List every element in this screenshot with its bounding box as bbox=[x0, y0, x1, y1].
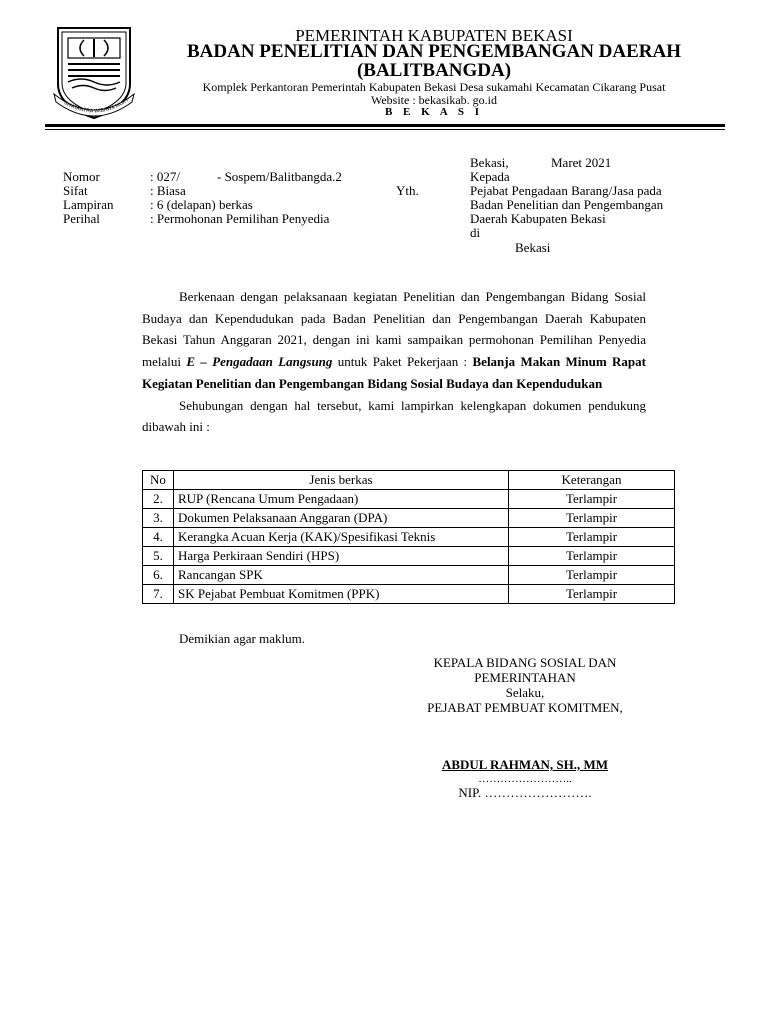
table-row bbox=[143, 509, 675, 528]
col-header-no: No bbox=[143, 471, 174, 490]
cell-keterangan: Terlampir bbox=[509, 547, 675, 566]
nomor-suffix: - Sospem/Balitbangda.2 bbox=[217, 169, 342, 184]
recipient-line-2: Badan Penelitian dan Pengembangan bbox=[470, 197, 664, 212]
nomor-label: Nomor bbox=[63, 169, 100, 184]
perihal-value: : Permohonan Pemilihan Penyedia bbox=[150, 211, 330, 226]
cell-jenis: Rancangan SPK bbox=[174, 566, 509, 585]
table-row bbox=[143, 566, 675, 585]
paragraph-1-intro: Berkenaan dengan pelaksanaan kegiatan Penelitian dan Pengembangan Bidang Sosial Budaya dan Kependudukan pada Badan Penelitian dan Pengembangan Daerah Kabupaten Bekasi Tahun Anggaran 2021, dengan ini kami sampaikan permohonan Pemilihan Penyedia melalui bbox=[142, 289, 646, 370]
closing-text: Demikian agar maklum. bbox=[179, 631, 305, 646]
col-header-jenis: Jenis berkas bbox=[174, 471, 509, 490]
nomor-value: : 027/ bbox=[150, 169, 180, 184]
signatory-title-2: PEMERINTAHAN bbox=[474, 670, 576, 685]
cell-no: 3. bbox=[143, 509, 174, 528]
table-row bbox=[143, 528, 675, 547]
header-agency-abbr: (BALITBANGDA) bbox=[356, 60, 512, 81]
sifat-value: : Biasa bbox=[150, 183, 186, 198]
header-agency: BADAN PENELITIAN DAN PENGEMBANGAN DAERAH bbox=[186, 41, 682, 62]
cell-no: 6. bbox=[143, 566, 174, 585]
cell-keterangan: Terlampir bbox=[509, 528, 675, 547]
recipient-city: Bekasi bbox=[515, 240, 551, 255]
signatory-title-1: KEPALA BIDANG SOSIAL DAN bbox=[433, 655, 617, 670]
signatory-dots: …………………….. bbox=[478, 773, 572, 785]
cell-no: 2. bbox=[143, 490, 174, 509]
recipient-di: di bbox=[470, 225, 481, 240]
perihal-label: Perihal bbox=[63, 211, 100, 226]
cell-no: 4. bbox=[143, 528, 174, 547]
signatory-title-3: PEJABAT PEMBUAT KOMITMEN, bbox=[427, 700, 623, 715]
cell-jenis: Kerangka Acuan Kerja (KAK)/Spesifikasi Teknis bbox=[174, 528, 509, 547]
cell-jenis: Dokumen Pelaksanaan Anggaran (DPA) bbox=[174, 509, 509, 528]
paragraph-1 bbox=[142, 286, 646, 395]
header-address: Komplek Perkantoran Pemerintah Kabupaten Bekasi Desa sukamahi Kecamatan Cikarang Pusat bbox=[202, 80, 666, 94]
procurement-method: E – Pengadaan Langsung bbox=[186, 354, 333, 370]
lampiran-value: : 6 (delapan) berkas bbox=[150, 197, 253, 212]
package-name: Belanja Makan Minum Rapat Kegiatan Penelitian dan Pengembangan Bidang Sosial Budaya dan Kependudukan bbox=[142, 354, 646, 391]
cell-no: 5. bbox=[143, 547, 174, 566]
table-header-row bbox=[143, 471, 675, 490]
sifat-label: Sifat bbox=[63, 183, 88, 198]
header-rule-thick bbox=[45, 124, 725, 127]
bekasi-emblem-logo bbox=[50, 22, 138, 122]
cell-keterangan: Terlampir bbox=[509, 585, 675, 604]
paragraph-1-mid: untuk Paket Pekerjaan : bbox=[332, 354, 473, 370]
header-rule-thin bbox=[45, 129, 725, 130]
cell-jenis: Harga Perkiraan Sendiri (HPS) bbox=[174, 547, 509, 566]
cell-no: 7. bbox=[143, 585, 174, 604]
table-row bbox=[143, 547, 675, 566]
recipient-line-1: Pejabat Pengadaan Barang/Jasa pada bbox=[470, 183, 662, 198]
signatory-selaku: Selaku, bbox=[505, 685, 545, 700]
cell-keterangan: Terlampir bbox=[509, 566, 675, 585]
letter-body bbox=[142, 286, 646, 438]
emblem-motto: SWATANTRA WIBAWA MUKT bbox=[62, 97, 131, 115]
header-city: B E K A S I bbox=[384, 106, 484, 118]
lampiran-label: Lampiran bbox=[63, 197, 114, 212]
recipient-line-3: Daerah Kabupaten Bekasi bbox=[470, 211, 606, 226]
kepada-label: Kepada bbox=[470, 169, 510, 184]
cell-keterangan: Terlampir bbox=[509, 490, 675, 509]
signatory-name: ABDUL RAHMAN, SH., MM bbox=[441, 757, 609, 772]
cell-keterangan: Terlampir bbox=[509, 509, 675, 528]
cell-jenis: RUP (Rencana Umum Pengadaan) bbox=[174, 490, 509, 509]
header-government: PEMERINTAH KABUPATEN BEKASI bbox=[295, 26, 573, 45]
table-row bbox=[143, 585, 675, 604]
paragraph-2: Sehubungan dengan hal tersebut, kami lampirkan kelengkapan dokumen pendukung dibawah ini : bbox=[142, 397, 646, 435]
col-header-keterangan: Keterangan bbox=[509, 471, 675, 490]
cell-jenis: SK Pejabat Pembuat Komitmen (PPK) bbox=[174, 585, 509, 604]
attachment-table bbox=[142, 470, 675, 604]
table-row bbox=[143, 490, 675, 509]
yth-label: Yth. bbox=[396, 183, 419, 198]
signatory-nip: NIP. ……………………. bbox=[458, 785, 592, 800]
letter-place: Bekasi, bbox=[470, 155, 509, 170]
header-website: Website : bekasikab. go.id bbox=[370, 93, 497, 107]
letter-date: Maret 2021 bbox=[551, 155, 612, 170]
